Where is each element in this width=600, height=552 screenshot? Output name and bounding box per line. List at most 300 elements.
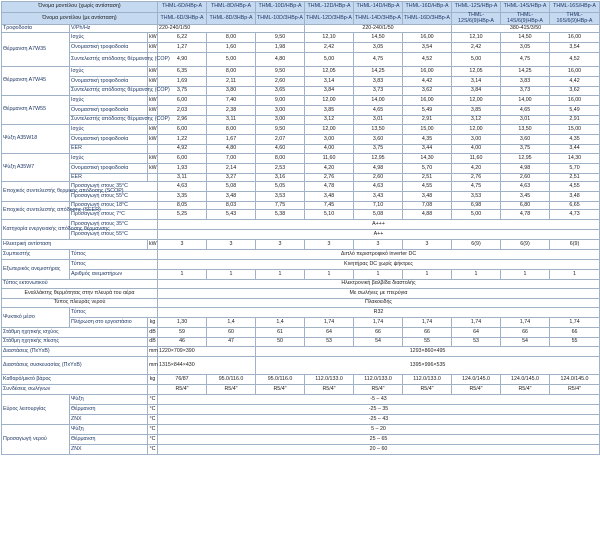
value-cell: 1 xyxy=(158,270,207,280)
model-name: THML-10D/HBp-A xyxy=(256,2,305,13)
value-cell: 1 xyxy=(501,270,550,280)
value-cell: 95.0/116.0 xyxy=(256,375,305,385)
wide-value: Με σωλήνες με πτερύγια xyxy=(158,289,600,299)
value-cell: 4,92 xyxy=(158,145,207,154)
table-row xyxy=(2,135,600,145)
section-label: Θέρμανση Α7W55 xyxy=(2,96,70,125)
unit-cell xyxy=(148,145,158,154)
table-row xyxy=(2,182,600,192)
row-label: Ονομαστική τροφοδοσία xyxy=(70,135,148,145)
model-heater-name: THML-10D/3HBp-A xyxy=(256,13,305,25)
value-cell: 1 xyxy=(403,270,452,280)
range-value: -25 – 43 xyxy=(158,415,600,425)
value-cell: 64 xyxy=(452,328,501,338)
unit-cell: kW xyxy=(148,154,158,164)
table-row xyxy=(2,415,600,425)
table-row xyxy=(2,25,600,33)
table-row xyxy=(2,240,600,250)
table-row xyxy=(2,77,600,87)
dimension-value: 1220×709×390 xyxy=(158,347,256,357)
value-cell: 4,75 xyxy=(501,53,550,67)
table-row xyxy=(2,96,600,106)
spec-table-body xyxy=(2,2,600,455)
value-cell: 6,00 xyxy=(158,125,207,135)
row-label: Ψύξη xyxy=(70,395,148,405)
value-cell: 2,76 xyxy=(305,174,354,182)
value-cell: 3,01 xyxy=(501,116,550,125)
value-cell: 1,27 xyxy=(158,43,207,53)
value-cell: 112.0/133.0 xyxy=(403,375,452,385)
value-cell: 1,74 xyxy=(403,318,452,328)
value-cell: 4,75 xyxy=(354,53,403,67)
model-name: THML-12D/HBp-A xyxy=(305,2,354,13)
value-cell: 3,14 xyxy=(305,77,354,87)
value-cell: 6,65 xyxy=(550,202,600,210)
value-cell: 66 xyxy=(354,328,403,338)
unit-cell: kW xyxy=(148,135,158,145)
model-name: THML-16S/HBp-A xyxy=(550,2,600,13)
value-cell: 5,70 xyxy=(403,164,452,174)
value-cell: 1,74 xyxy=(550,318,600,328)
value-cell: 2,91 xyxy=(550,116,600,125)
range-value: 25 – 65 xyxy=(158,435,600,445)
model-name: THML-6D/HBp-A xyxy=(158,2,207,13)
table-row xyxy=(2,445,600,455)
dimension-value: 1315×844×430 xyxy=(158,357,256,375)
value-cell: 12,95 xyxy=(501,154,550,164)
value-cell: 4,20 xyxy=(452,164,501,174)
row-label: Ονομαστική τροφοδοσία xyxy=(70,77,148,87)
value-cell: 5,38 xyxy=(256,210,305,220)
unit-cell: °C xyxy=(148,425,158,435)
value-cell: 3,05 xyxy=(501,43,550,53)
table-row xyxy=(2,318,600,328)
range-value: -25 – 35 xyxy=(158,405,600,415)
value-cell: 16,00 xyxy=(403,96,452,106)
value-cell: 16,00 xyxy=(403,33,452,43)
unit-cell: kW xyxy=(148,240,158,250)
row-label: Τύπος xyxy=(70,250,158,260)
value-cell: R5/4" xyxy=(452,385,501,395)
value-cell: 12,00 xyxy=(452,125,501,135)
value-cell: 13,50 xyxy=(501,125,550,135)
value-cell: 3 xyxy=(354,240,403,250)
value-cell: 12,05 xyxy=(305,67,354,77)
value-cell: 5,08 xyxy=(354,210,403,220)
value-cell: R5/4" xyxy=(403,385,452,395)
row-label: Προσαγωγή στους 7°C xyxy=(70,210,158,220)
row-label: Ηλεκτρική αντίσταση xyxy=(2,240,148,250)
table-row xyxy=(2,106,600,116)
value-cell: 3,54 xyxy=(403,43,452,53)
value-cell: R5/4" xyxy=(158,385,207,395)
model-heater-name: THML-8D/3HBp-A xyxy=(207,13,256,25)
value-cell: 8,03 xyxy=(207,202,256,210)
value-cell: 4,63 xyxy=(501,182,550,192)
unit-cell: °C xyxy=(148,405,158,415)
value-cell: 3,14 xyxy=(452,77,501,87)
section-label: Εποχικός συντελεστής θερμικής απόδοσης (SCOP) xyxy=(2,182,70,202)
table-row xyxy=(2,280,600,289)
row-label: Αριθμός ανεμιστήρων xyxy=(70,270,158,280)
value-cell: 4,00 xyxy=(452,145,501,154)
value-cell: 15,00 xyxy=(403,125,452,135)
value-cell: 95.0/116.0 xyxy=(207,375,256,385)
model-name: THML-8D/HBp-A xyxy=(207,2,256,13)
table-row xyxy=(2,33,600,43)
row-label: Ισχύς xyxy=(70,125,148,135)
table-row xyxy=(2,385,600,395)
power-value: 220-240/1/50 xyxy=(158,25,305,33)
value-cell: R5/4" xyxy=(256,385,305,395)
value-cell: 66 xyxy=(550,328,600,338)
value-cell: 3,83 xyxy=(354,77,403,87)
value-cell: 60 xyxy=(207,328,256,338)
value-cell: 7,08 xyxy=(403,202,452,210)
value-cell: 8,00 xyxy=(207,125,256,135)
value-cell: 5,00 xyxy=(207,53,256,67)
value-cell: 3,62 xyxy=(403,87,452,96)
value-cell: 4,75 xyxy=(452,182,501,192)
model-name: THML-12S/HBp-A xyxy=(452,2,501,13)
row-label: Τύπος xyxy=(70,308,158,318)
row-label: Τύπος εκτονωτικού xyxy=(2,280,158,289)
value-cell: 2,42 xyxy=(305,43,354,53)
value-cell: 1,74 xyxy=(501,318,550,328)
value-cell: 4,35 xyxy=(550,135,600,145)
value-cell: 3,75 xyxy=(354,145,403,154)
row-label: Προσαγωγή στους 18°C xyxy=(70,202,158,210)
model-heater-name: THML-12D/3HBp-A xyxy=(305,13,354,25)
value-cell: 12,00 xyxy=(305,125,354,135)
row-label: ZNX xyxy=(70,445,148,455)
value-cell: 3,53 xyxy=(256,192,305,202)
model-name: THML-14S/HBp-A xyxy=(501,2,550,13)
value-cell: 6(9) xyxy=(550,240,600,250)
table-row xyxy=(2,210,600,220)
value-cell: 3,65 xyxy=(256,87,305,96)
table-row xyxy=(2,13,600,25)
table-row xyxy=(2,192,600,202)
unit-cell: mm xyxy=(148,357,158,375)
value-cell: 2,07 xyxy=(256,135,305,145)
value-cell: 12,00 xyxy=(305,96,354,106)
power-label: Τροφοδοσία xyxy=(2,25,70,33)
value-cell: 11,60 xyxy=(305,154,354,164)
section-label: Ψύξη Α35W18 xyxy=(2,125,70,154)
value-cell: 9,50 xyxy=(256,125,305,135)
row-label: Τύπος xyxy=(70,260,158,270)
value-cell: 3,84 xyxy=(452,87,501,96)
value-cell: 3,44 xyxy=(403,145,452,154)
value-cell: 14,30 xyxy=(403,154,452,164)
value-cell: 1,74 xyxy=(354,318,403,328)
unit-cell: kW xyxy=(148,96,158,106)
value-cell: 55 xyxy=(403,338,452,347)
row-label: Στάθμη ηχητικής ισχύος xyxy=(2,328,148,338)
row-label: Τύπος πλευράς νερού xyxy=(2,299,158,308)
value-cell: 4,60 xyxy=(256,145,305,154)
value-cell: 4,80 xyxy=(256,53,305,67)
value-cell: 4,65 xyxy=(501,106,550,116)
dimension-value: 1395×996×535 xyxy=(256,357,600,375)
wide-value: R32 xyxy=(158,308,600,318)
value-cell: 4,88 xyxy=(403,210,452,220)
unit-cell xyxy=(148,174,158,182)
value-cell: 6(9) xyxy=(452,240,501,250)
energy-class: A++ xyxy=(158,230,600,240)
range-value: 5 – 20 xyxy=(158,425,600,435)
value-cell: 3,48 xyxy=(305,192,354,202)
table-row xyxy=(2,2,600,13)
value-cell: 5,49 xyxy=(550,106,600,116)
value-cell: 4,42 xyxy=(403,77,452,87)
row-label: Ισχύς xyxy=(70,96,148,106)
value-cell: 2,76 xyxy=(452,174,501,182)
value-cell: 4,65 xyxy=(354,106,403,116)
value-cell: 6,80 xyxy=(501,202,550,210)
value-cell: 3,16 xyxy=(256,174,305,182)
power-unit: V/Ph/Hz xyxy=(70,25,158,33)
table-row xyxy=(2,125,600,135)
value-cell: 7,45 xyxy=(305,202,354,210)
value-cell: 1 xyxy=(550,270,600,280)
value-cell: R5/4" xyxy=(354,385,403,395)
value-cell: 4,98 xyxy=(354,164,403,174)
value-cell: 5,49 xyxy=(403,106,452,116)
value-cell: 53 xyxy=(452,338,501,347)
value-cell: 46 xyxy=(158,338,207,347)
value-cell: 2,03 xyxy=(158,106,207,116)
value-cell: 12,10 xyxy=(452,33,501,43)
value-cell: 3,48 xyxy=(403,192,452,202)
row-label: Διαστάσεις (ΠxΥxΒ) xyxy=(2,347,148,357)
value-cell: 3,80 xyxy=(207,87,256,96)
model-heater-name: THML-14S/6(9)HBp-A xyxy=(501,13,550,25)
row-label: Πλήρωση στο εργοστάσιο xyxy=(70,318,148,328)
unit-cell: kW xyxy=(148,33,158,43)
value-cell: 9,50 xyxy=(256,33,305,43)
value-cell: 4,98 xyxy=(501,164,550,174)
unit-cell: °C xyxy=(148,435,158,445)
energy-class: A+++ xyxy=(158,220,600,230)
row-label: Στάθμη ηχητικής πίεσης xyxy=(2,338,148,347)
unit-cell: kW xyxy=(148,125,158,135)
model-name: THML-16D/HBp-A xyxy=(403,2,452,13)
table-row xyxy=(2,87,600,96)
row-label: Ονομαστική τροφοδοσία xyxy=(70,164,148,174)
value-cell: 3 xyxy=(256,240,305,250)
value-cell: 3,83 xyxy=(501,77,550,87)
wide-value: Ηλεκτρονική βαλβίδα διαστολής xyxy=(158,280,600,289)
value-cell: 6,22 xyxy=(158,33,207,43)
value-cell: 5,25 xyxy=(158,210,207,220)
value-cell: 3,75 xyxy=(501,145,550,154)
value-cell: 1,4 xyxy=(256,318,305,328)
model-header-label: Όνομα μοντέλου (χωρίς αντίσταση) xyxy=(2,2,158,13)
value-cell: 2,53 xyxy=(256,164,305,174)
power-value: 220-240/1/50 xyxy=(305,25,452,33)
row-label: Προσαγωγή στους 55°C xyxy=(70,192,158,202)
table-row xyxy=(2,395,600,405)
table-row xyxy=(2,375,600,385)
value-cell: 1,74 xyxy=(452,318,501,328)
model-heater-label: Όνομα μοντέλου (με αντίσταση) xyxy=(2,13,158,25)
value-cell: 3,45 xyxy=(501,192,550,202)
table-row xyxy=(2,174,600,182)
value-cell: 2,60 xyxy=(501,174,550,182)
table-row xyxy=(2,328,600,338)
value-cell: 3,84 xyxy=(305,87,354,96)
value-cell: 1,67 xyxy=(207,135,256,145)
table-row xyxy=(2,435,600,445)
value-cell: 1,30 xyxy=(158,318,207,328)
value-cell: 4,35 xyxy=(403,135,452,145)
table-row xyxy=(2,154,600,164)
section-label: Προσαγωγή νερού xyxy=(2,425,70,455)
value-cell: 3,12 xyxy=(452,116,501,125)
value-cell: 3,05 xyxy=(354,43,403,53)
value-cell: 1,98 xyxy=(256,43,305,53)
table-row xyxy=(2,67,600,77)
value-cell: 66 xyxy=(403,328,452,338)
value-cell: 13,50 xyxy=(354,125,403,135)
value-cell: R5/4" xyxy=(501,385,550,395)
value-cell: 124.0/145.0 xyxy=(550,375,600,385)
model-heater-name: THML-16S/6(9)HBp-A xyxy=(550,13,600,25)
value-cell: 9,50 xyxy=(256,67,305,77)
value-cell: 2,38 xyxy=(207,106,256,116)
value-cell: 8,00 xyxy=(207,67,256,77)
model-heater-name: THML-16D/3HBp-A xyxy=(403,13,452,25)
table-row xyxy=(2,338,600,347)
table-row xyxy=(2,145,600,154)
model-heater-name: THML-14D/3HBp-A xyxy=(354,13,403,25)
value-cell: 2,42 xyxy=(452,43,501,53)
row-label: Προσαγωγή στους 35°C xyxy=(70,182,158,192)
dimension-value: 1293×860×495 xyxy=(256,347,600,357)
value-cell: 5,00 xyxy=(452,53,501,67)
value-cell: 3,73 xyxy=(501,87,550,96)
table-row xyxy=(2,347,600,357)
value-cell: 7,75 xyxy=(256,202,305,210)
value-cell: 12,95 xyxy=(354,154,403,164)
row-label: Συνδέσεις σωλήνων xyxy=(2,385,148,395)
table-row xyxy=(2,289,600,299)
section-label: Ψυκτικό μέσο xyxy=(2,308,70,328)
value-cell: 4,73 xyxy=(550,210,600,220)
value-cell: 4,42 xyxy=(550,77,600,87)
row-label: Ονομαστική τροφοδοσία xyxy=(70,43,148,53)
section-label: Θέρμανση Α7W45 xyxy=(2,67,70,96)
unit-cell: kg xyxy=(148,318,158,328)
value-cell: 4,90 xyxy=(158,53,207,67)
value-cell: 12,00 xyxy=(452,96,501,106)
value-cell: R5/4" xyxy=(305,385,354,395)
value-cell: 61 xyxy=(256,328,305,338)
value-cell: 14,25 xyxy=(354,67,403,77)
value-cell: 112.0/133.0 xyxy=(354,375,403,385)
value-cell: 4,55 xyxy=(550,182,600,192)
table-row xyxy=(2,270,600,280)
unit-cell: kW xyxy=(148,164,158,174)
value-cell: 14,50 xyxy=(501,33,550,43)
value-cell: 3,43 xyxy=(354,192,403,202)
row-label: Καθαρό/μικτό βάρος xyxy=(2,375,148,385)
value-cell: 4,52 xyxy=(403,53,452,67)
table-row xyxy=(2,260,600,270)
value-cell: 5,10 xyxy=(305,210,354,220)
value-cell: 54 xyxy=(501,338,550,347)
value-cell: 3,27 xyxy=(207,174,256,182)
section-label: Εύρος λειτουργίας xyxy=(2,395,70,425)
value-cell: 9,00 xyxy=(256,96,305,106)
value-cell: 3,00 xyxy=(256,116,305,125)
value-cell: 53 xyxy=(305,338,354,347)
table-row xyxy=(2,230,600,240)
value-cell: 47 xyxy=(207,338,256,347)
value-cell: 16,00 xyxy=(550,96,600,106)
value-cell: 7,10 xyxy=(354,202,403,210)
row-label: Ισχύς xyxy=(70,67,148,77)
value-cell: 1 xyxy=(256,270,305,280)
unit-cell: dB xyxy=(148,338,158,347)
value-cell: 4,78 xyxy=(501,210,550,220)
row-label: Προσαγωγή στους 35°C xyxy=(70,220,158,230)
value-cell: 3,35 xyxy=(158,192,207,202)
row-label: Διαστάσεις συσκευασίας (ΠxΥxΒ) xyxy=(2,357,148,375)
value-cell: 3,60 xyxy=(501,135,550,145)
unit-cell: kW xyxy=(148,67,158,77)
value-cell: 3,73 xyxy=(354,87,403,96)
unit-cell: kW xyxy=(148,77,158,87)
unit-cell: °C xyxy=(148,395,158,405)
value-cell: 1 xyxy=(305,270,354,280)
value-cell: 1 xyxy=(354,270,403,280)
value-cell: 3,85 xyxy=(305,106,354,116)
value-cell: 14,30 xyxy=(550,154,600,164)
value-cell: 16,00 xyxy=(403,67,452,77)
value-cell: 4,63 xyxy=(158,182,207,192)
row-label: Θέρμανση xyxy=(70,435,148,445)
value-cell: 4,20 xyxy=(305,164,354,174)
wide-value: Κινητήρας DC χωρίς ψήκτρες xyxy=(158,260,600,270)
model-heater-name: THML-12S/6(9)HBp-A xyxy=(452,13,501,25)
value-cell: 3,48 xyxy=(550,192,600,202)
row-label: Εναλλάκτης θερμότητας στην πλευρά του αέρα xyxy=(2,289,158,299)
row-label: Ψύξη xyxy=(70,425,148,435)
value-cell: 2,91 xyxy=(403,116,452,125)
table-row xyxy=(2,308,600,318)
value-cell: 8,00 xyxy=(256,154,305,164)
section-label: Εποχικός συντελεστής απόδοσης (SEER) xyxy=(2,202,70,220)
value-cell: 4,63 xyxy=(354,182,403,192)
value-cell: 2,11 xyxy=(207,77,256,87)
spec-table xyxy=(1,1,600,455)
unit-cell: kW xyxy=(148,43,158,53)
row-label: Προσαγωγή στους 55°C xyxy=(70,230,158,240)
wide-value: Πλακοειδής xyxy=(158,299,600,308)
value-cell: 5,00 xyxy=(452,210,501,220)
row-label: EER xyxy=(70,145,148,154)
value-cell: 3 xyxy=(207,240,256,250)
value-cell: 5,43 xyxy=(207,210,256,220)
unit-cell: dB xyxy=(148,328,158,338)
wide-value: Διπλό περιστροφικό inverter DC xyxy=(158,250,600,260)
power-value: 380-415/3/50 xyxy=(452,25,600,33)
value-cell: 16,00 xyxy=(550,67,600,77)
value-cell: 7,40 xyxy=(207,96,256,106)
